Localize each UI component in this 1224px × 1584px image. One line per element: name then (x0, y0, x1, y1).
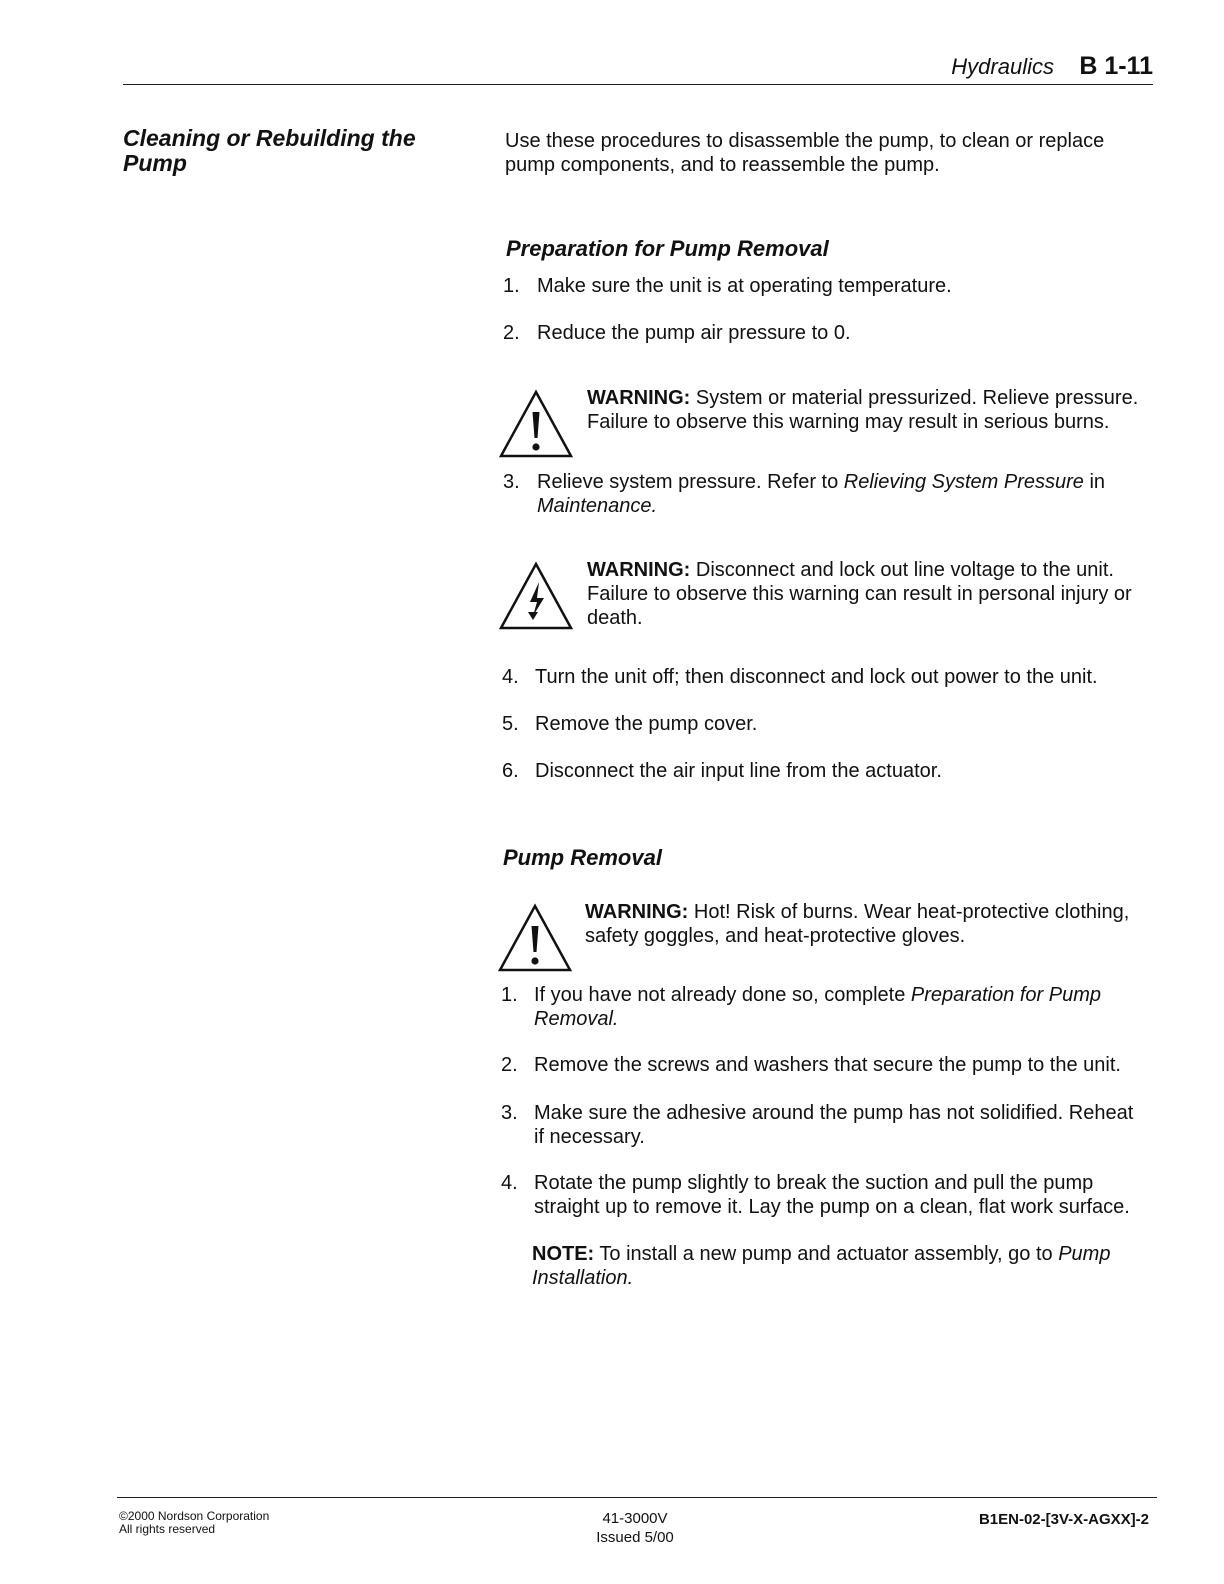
warning-text: Hot! Risk of burns. Wear heat-protective clothing, safety goggles, and heat-protective gloves. (585, 901, 1130, 947)
cross-reference: Preparation for Pump Removal. (534, 984, 1102, 1030)
step-text: Disconnect the air input line from the actuator. (535, 760, 942, 782)
warning-label: WARNING: (585, 901, 689, 923)
step-text: Remove the pump cover. (535, 713, 758, 735)
part-number: 41-3000V (602, 1510, 668, 1527)
warning-electrical-icon (498, 560, 574, 637)
step-number: 6. (502, 760, 519, 782)
warning-text: System or material pressurized. Relieve pressure. Failure to observe this warning may result in serious burns. (587, 387, 1139, 433)
issue-date: Issued 5/00 (596, 1529, 674, 1546)
step-number: 1. (503, 275, 520, 297)
step-text: Make sure the unit is at operating temperature. (537, 275, 952, 297)
note-text: To install a new pump and actuator assembly, go to (599, 1243, 1053, 1265)
warning-hot (585, 900, 1155, 948)
footer-copyright (119, 1510, 269, 1536)
removal-heading: Pump Removal (503, 845, 662, 870)
step-text: Reduce the pump air pressure to 0. (537, 322, 851, 344)
footer-part-info (560, 1509, 710, 1547)
warning-label: WARNING: (587, 387, 691, 409)
warning-exclamation-icon (498, 388, 574, 465)
step-number: 2. (501, 1054, 518, 1076)
step-text: Remove the screws and washers that secure the pump to the unit. (534, 1054, 1121, 1076)
step-number: 3. (503, 471, 520, 493)
note-label: NOTE: (532, 1243, 595, 1265)
step-text: Turn the unit off; then disconnect and lock out power to the unit. (535, 666, 1098, 688)
rights-text: All rights reserved (119, 1522, 216, 1536)
warning-pressure (587, 386, 1147, 434)
cross-reference: Maintenance. (537, 495, 658, 517)
header-section-title: Hydraulics (951, 54, 1054, 79)
step-number: 5. (502, 713, 519, 735)
step-text: Rotate the pump slightly to break the suction and pull the pump straight up to remove it. Lay the pump on a clean, flat work surface. (534, 1172, 1130, 1218)
footer-document-code: B1EN-02-[3V-X-AGXX]-2 (978, 1511, 1149, 1528)
warning-voltage (587, 558, 1147, 630)
intro-paragraph: Use these procedures to disassemble the pump, to clean or replace pump components, and to reassemble the pump. (505, 130, 1105, 176)
copyright-text: ©2000 Nordson Corporation (119, 1509, 270, 1523)
header-page-number: B 1-11 (1079, 52, 1153, 80)
step-text: If you have not already done so, complete Preparation for Pump Removal. (534, 984, 1102, 1030)
footer-rule (117, 1497, 1157, 1498)
warning-text: Disconnect and lock out line voltage to the unit. Failure to observe this warning can result in personal injury or death. (587, 559, 1132, 629)
cross-reference: Relieving System Pressure (843, 471, 1084, 493)
note (532, 1242, 1132, 1290)
step-text: Make sure the adhesive around the pump has not solidified. Reheat if necessary. (534, 1102, 1134, 1148)
step-number: 3. (501, 1102, 518, 1124)
step-number: 4. (501, 1172, 518, 1194)
header-rule (123, 84, 1153, 85)
step-number: 4. (502, 666, 519, 688)
warning-label: WARNING: (587, 559, 691, 581)
cross-reference: Pump Installation. (532, 1243, 1111, 1289)
step-text: Relieve system pressure. Refer to Relieving System Pressure in Maintenance. (537, 471, 1106, 517)
step-number: 1. (501, 984, 518, 1006)
warning-exclamation-icon (497, 902, 573, 979)
prep-heading: Preparation for Pump Removal (506, 236, 829, 261)
section-title: Cleaning or Rebuilding the Pump (123, 125, 416, 176)
step-number: 2. (503, 322, 520, 344)
